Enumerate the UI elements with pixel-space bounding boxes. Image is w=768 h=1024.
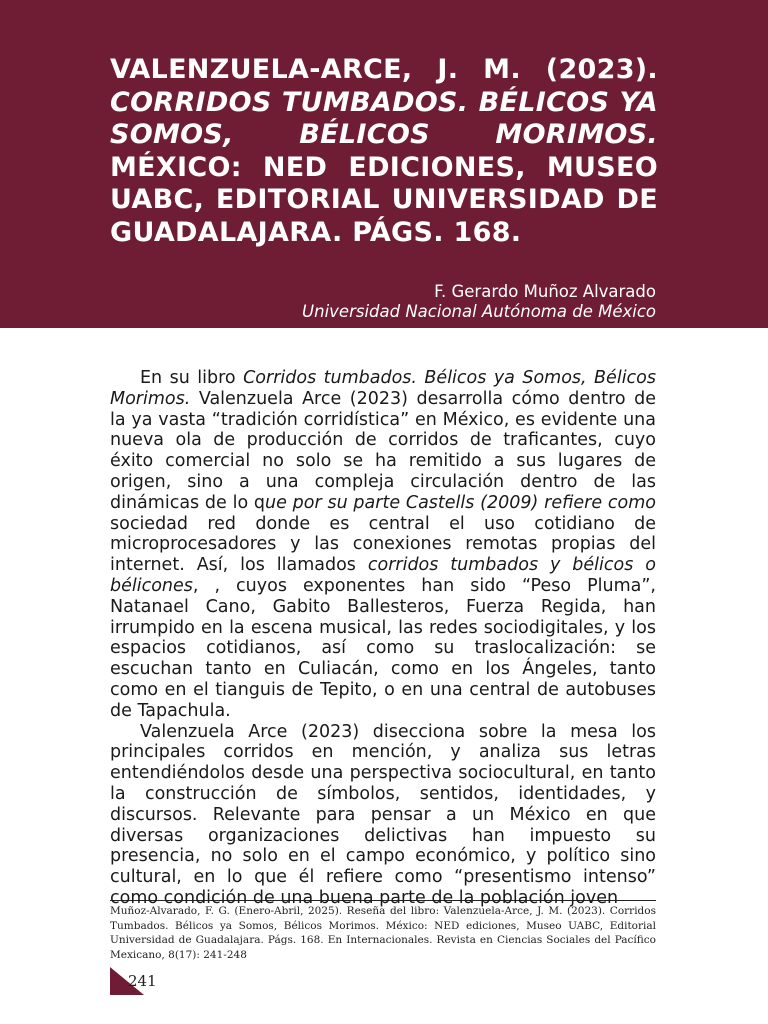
article-body	[110, 368, 656, 909]
citation-footnote: Muñoz-Alvarado, F. G. (Enero-Abril, 2025). Reseña del libro: Valenzuela-Arce, J. M. (2023). Corridos Tumbados. Bélicos ya Somos, Bélicos Morimos. México: NED ediciones, Museo UABC, Editorial Universidad de Guadalajara. Págs. 168. En Internacionales. Revista en Ciencias Sociales del Pacífico Mexicano, 8(17): 241-248	[110, 905, 656, 961]
author-block	[302, 282, 656, 322]
paragraph-1-run: ue por su parte Castells (2009) refiere como	[265, 492, 656, 513]
author-name: F. Gerardo Muñoz Alvarado	[434, 282, 656, 301]
paragraph-1-run: sociedad red donde es central el uso cotidiano de microprocesadores y las conexiones remotas propias del internet. Así, los llamados	[110, 513, 656, 576]
page-number: 241	[128, 972, 157, 990]
author-institution: Universidad Nacional Autónoma de México	[302, 302, 656, 321]
title-banner	[0, 0, 768, 328]
paragraph-1-run: , , cuyos exponentes han sido “Peso Pluma”, Natanael Cano, Gabito Ballesteros, Fuerza Regida, han irrumpido en la escena musical, las redes sociodigitales, y los espacios cotidianos, así como su traslocalización: se escuchan tanto en Culiacán, como en los Ángeles, tanto como en el tianguis de Tepito, o en una central de autobuses de Tapachula.	[110, 575, 656, 721]
review-title	[110, 54, 658, 249]
paragraph-1-run: Valenzuela Arce (2023) desarrolla cómo dentro de la ya vasta “tradición corridística” en México, es evidente una nueva ola de producción de corridos de traficantes, cuyo éxito comercial no solo se ha remitido a sus lugares de origen, sino a una compleja circulación dentro de las dinámicas de lo q	[110, 388, 656, 513]
paragraph-1-run: Corridos tumbados. Bélicos ya Somos, Bélicos Morimos.	[110, 368, 656, 409]
title-citation: VALENZUELA-ARCE, J. M. (2023).	[110, 54, 658, 85]
footnote-divider	[110, 900, 656, 901]
paragraph-1-run: corridos tumbados y bélicos o bélicones	[110, 555, 656, 596]
title-book-italic: CORRIDOS TUMBADOS. BÉLICOS YA SOMOS, BÉLICOS MORIMOS.	[110, 86, 658, 150]
title-publisher: MÉXICO: NED EDICIONES, MUSEO UABC, EDITORIAL UNIVERSIDAD DE GUADALAJARA. PÁGS. 168.	[110, 151, 658, 248]
paragraph-2: Valenzuela Arce (2023) disecciona sobre la mesa los principales corridos en mención, y analiza sus letras entendiéndolos desde una perspectiva sociocultural, en tanto la construcción de símbolos, sentidos, identidades, y discursos. Relevante para pensar a un México en que diversas organizaciones delictivas han impuesto su presencia, no solo en el campo económico, y político sino cultural, en lo que él refiere como “presentismo intenso” como condición de una buena parte de la población joven	[110, 721, 656, 908]
paragraph-1-run: En su libro	[140, 368, 244, 388]
paragraph-1	[110, 368, 656, 722]
